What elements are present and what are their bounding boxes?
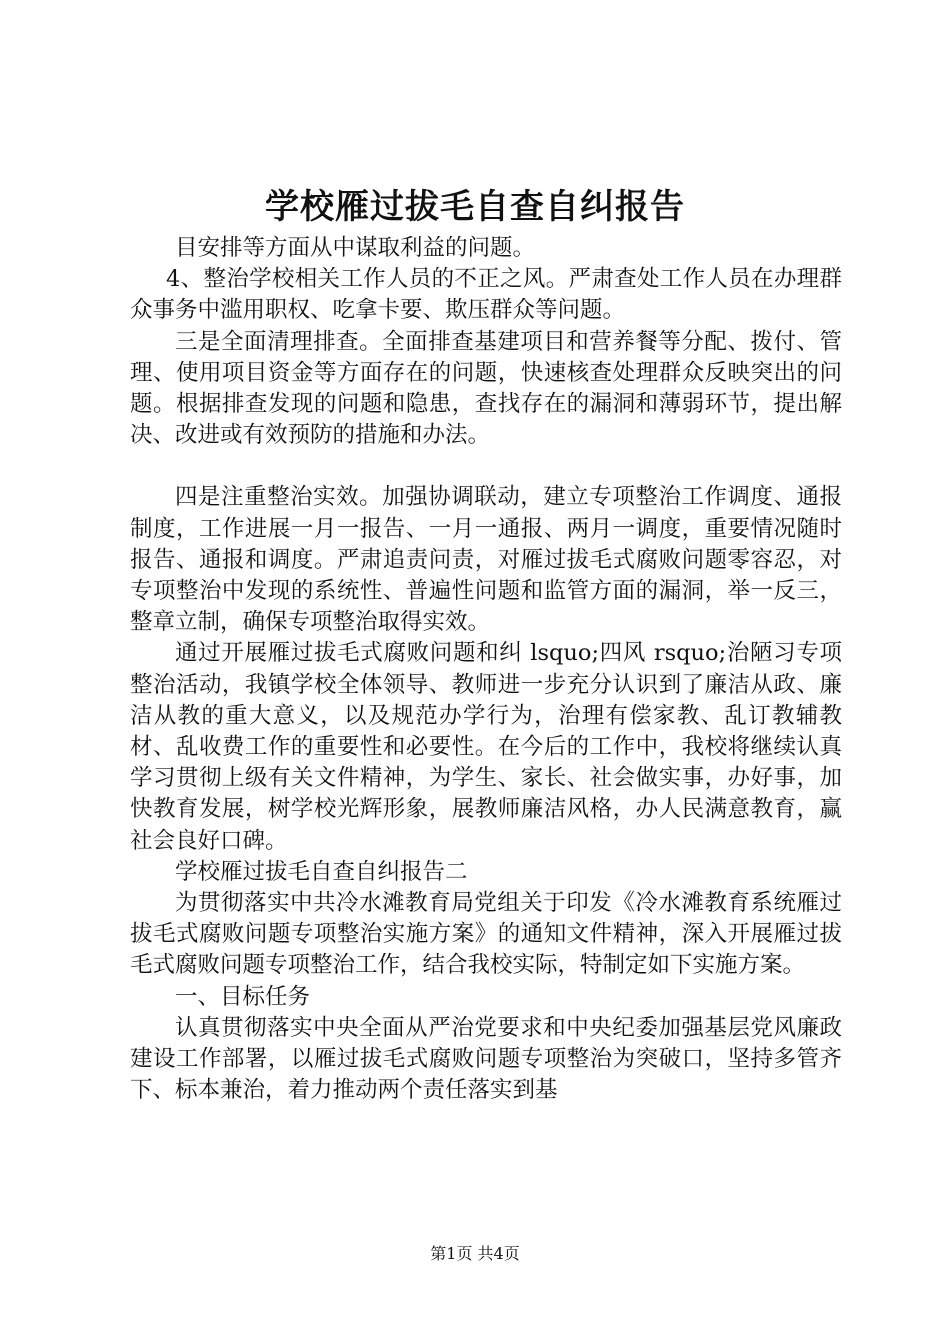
section-heading-report-two: 学校雁过拔毛自查自纠报告二 [175, 858, 468, 885]
paragraph-5: 通过开展雁过拔毛式腐败问题和纠 lsquo;四风 rsquo;治陋习专项整治活动，我镇学校全体领导、教师进一步充分认识到了廉洁从政、廉洁从教的重大意义，以及规范办学行为，治理有偿家教、乱订教辅教材、乱收费工作的重要性和必要性。在今后的工作中，我校将继续认真学习贯彻上级有关文件精神，为学生、家长、社会做实事，办好事，加快教育发展，树学校光辉形象，展教师廉洁风格，办人民满意教育，赢社会良好口碑。 [130, 640, 842, 854]
paragraph-gap [130, 451, 842, 482]
paragraph-1: 目安排等方面从中谋取利益的问题。 [175, 235, 536, 261]
paragraph-7: 认真贯彻落实中央全面从严治党要求和中央纪委加强基层党风廉政建设工作部署，以雁过拔毛式腐败问题专项整治为突破口，坚持多管齐下、标本兼治，着力推动两个责任落实到基 [130, 1014, 842, 1104]
document-title: 学校雁过拔毛自查自纠报告 [265, 187, 685, 227]
paragraph-6: 为贯彻落实中共冷水滩教育局党组关于印发《冷水滩教育系统雁过拔毛式腐败问题专项整治实施方案》的通知文件精神，深入开展雁过拔毛式腐败问题专项整治工作，结合我校实际，特制定如下实施方案。 [130, 890, 842, 979]
section-heading-goals: 一、目标任务 [175, 983, 311, 1010]
paragraph-4: 四是注重整治实效。加强协调联动，建立专项整治工作调度、通报制度，工作进展一月一报告、一月一通报、两月一调度，重要情况随时报告、通报和调度。严肃追责问责，对雁过拔毛式腐败问题零容忍，对专项整治中发现的系统性、普遍性问题和监管方面的漏洞，举一反三，整章立制，确保专项整治取得实效。 [130, 484, 842, 636]
page-number: 第1页 共4页 [430, 1244, 520, 1263]
paragraph-3: 三是全面清理排查。全面排查基建项目和营养餐等分配、拨付、管理、使用项目资金等方面存在的问题，快速核查处理群众反映突出的问题。根据排查发现的问题和隐患，查找存在的漏洞和薄弱环节，提出解决、改进或有效预防的措施和办法。 [130, 328, 842, 449]
paragraph-2: 4、整治学校相关工作人员的不正之风。严肃查处工作人员在办理群众事务中滥用职权、吃拿卡要、欺压群众等问题。 [130, 266, 842, 324]
document-body [130, 233, 842, 1106]
